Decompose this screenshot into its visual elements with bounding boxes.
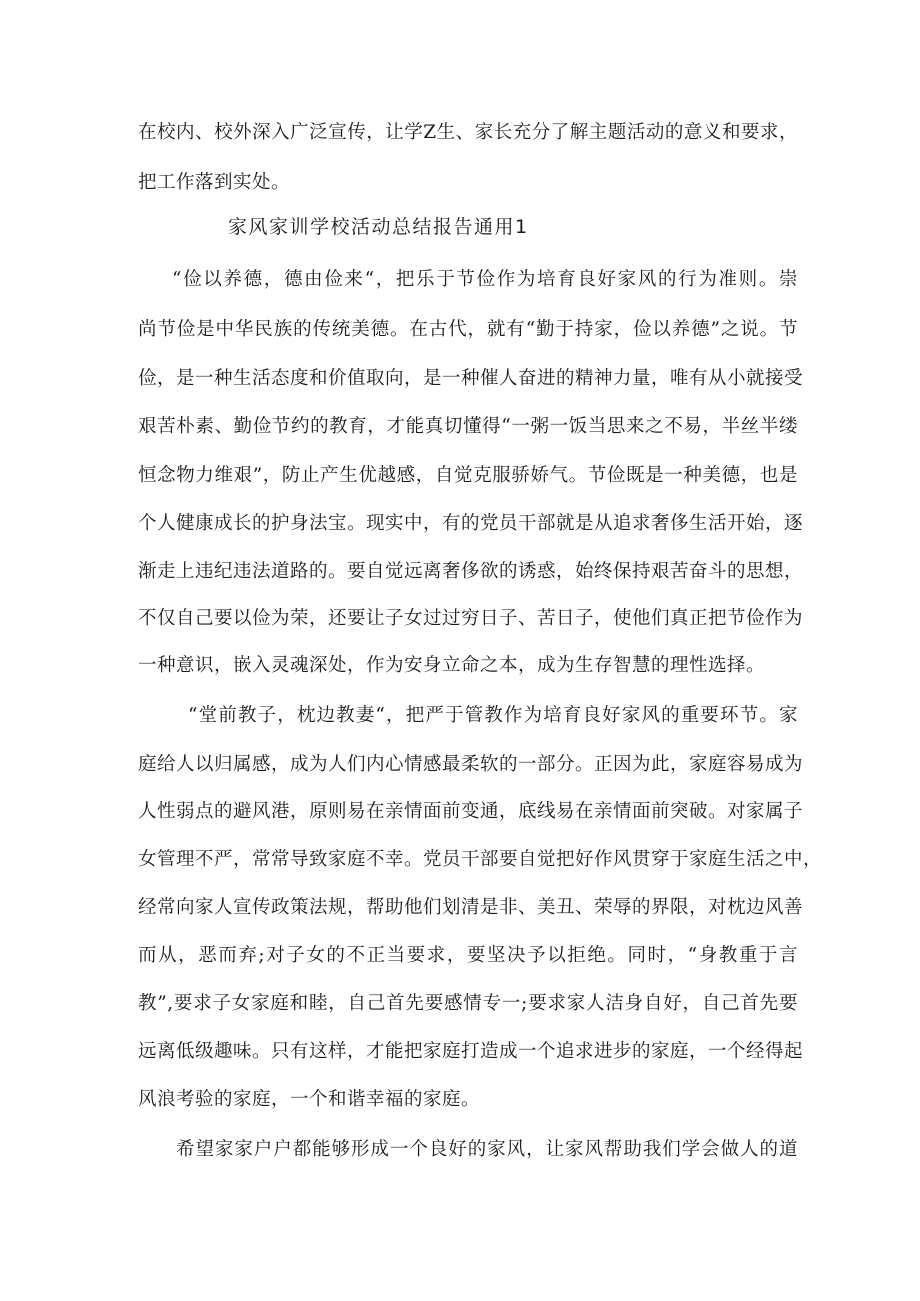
- paragraph-2-line-6: 而从，恶而弃;对子女的不正当要求，要坚决予以拒绝。同时，“身教重于言: [138, 945, 798, 966]
- paragraph-1-line-8: 不仅自己要以俭为荣，还要让子女过过穷日子、苦日子，使他们真正把节俭作为: [138, 608, 804, 629]
- section-heading: 家风家训学校活动总结报告通用1: [228, 216, 529, 238]
- paragraph-2-line-5: 经常向家人宣传政策法规，帮助他们划清是非、美丑、荣辱的界限，对枕边风善: [138, 897, 804, 918]
- intro-line-2: 把工作落到实处。: [138, 172, 291, 193]
- paragraph-2-line-9: 风浪考验的家庭，一个和谐幸福的家庭。: [138, 1089, 481, 1110]
- paragraph-2-line-4: 女管理不严，常常导致家庭不幸。党员干部要自觉把好作风贯穿于家庭生活之中，: [138, 849, 823, 870]
- paragraph-2-line-8: 远离低级趣味。只有这样，才能把家庭打造成一个追求进步的家庭，一个经得起: [138, 1041, 804, 1062]
- paragraph-1-line-5: 恒念物力维艰”，防止产生优越感，自觉克服骄娇气。节俭既是一种美德，也是: [138, 465, 798, 486]
- paragraph-1-line-1: “俭以养德，德由俭来“，把乐于节俭作为培育良好家风的行为准则。崇: [172, 269, 798, 290]
- paragraph-1-line-9: 一种意识，嵌入灵魂深处，作为安身立命之本，成为生存智慧的理性选择。: [138, 655, 766, 676]
- paragraph-3-line-1: 希望家家户户都能够形成一个良好的家风，让家风帮助我们学会做人的道: [176, 1139, 798, 1160]
- paragraph-2-line-2: 庭给人以归属感，成为人们内心情感最柔软的一部分。正因为此，家庭容易成为: [138, 754, 804, 775]
- paragraph-1-line-7: 渐走上违纪违法道路的。要自觉远离奢侈欲的诱惑，始终保持艰苦奋斗的思想，: [138, 561, 804, 582]
- paragraph-2-line-7: 教”,要求子女家庭和睦，自己首先要感情专一;要求家人洁身自好，自己首先要: [138, 993, 798, 1014]
- paragraph-1-line-3: 俭，是一种生活态度和价值取向，是一种催人奋进的精神力量，唯有从小就接受: [138, 368, 804, 389]
- paragraph-2-line-1: “堂前教子，枕边教妻“，把严于管教作为培育良好家风的重要环节。家: [188, 705, 798, 726]
- paragraph-1-line-2: 尚节俭是中华民族的传统美德。在古代，就有“勤于持家，俭以养德”之说。节: [138, 319, 798, 340]
- paragraph-2-line-3: 人性弱点的避风港，原则易在亲情面前变通，底线易在亲情面前突破。对家属子: [138, 801, 804, 822]
- intro-line-1: 在校内、校外深入广泛宣传，让学Z生、家长充分了解主题活动的意义和要求，: [138, 122, 798, 143]
- paragraph-1-line-4: 艰苦朴素、勤俭节约的教育，才能真切懂得“一粥一饭当思来之不易，半丝半缕: [138, 416, 798, 437]
- paragraph-1-line-6: 个人健康成长的护身法宝。现实中，有的党员干部就是从追求奢侈生活开始，逐: [138, 513, 804, 534]
